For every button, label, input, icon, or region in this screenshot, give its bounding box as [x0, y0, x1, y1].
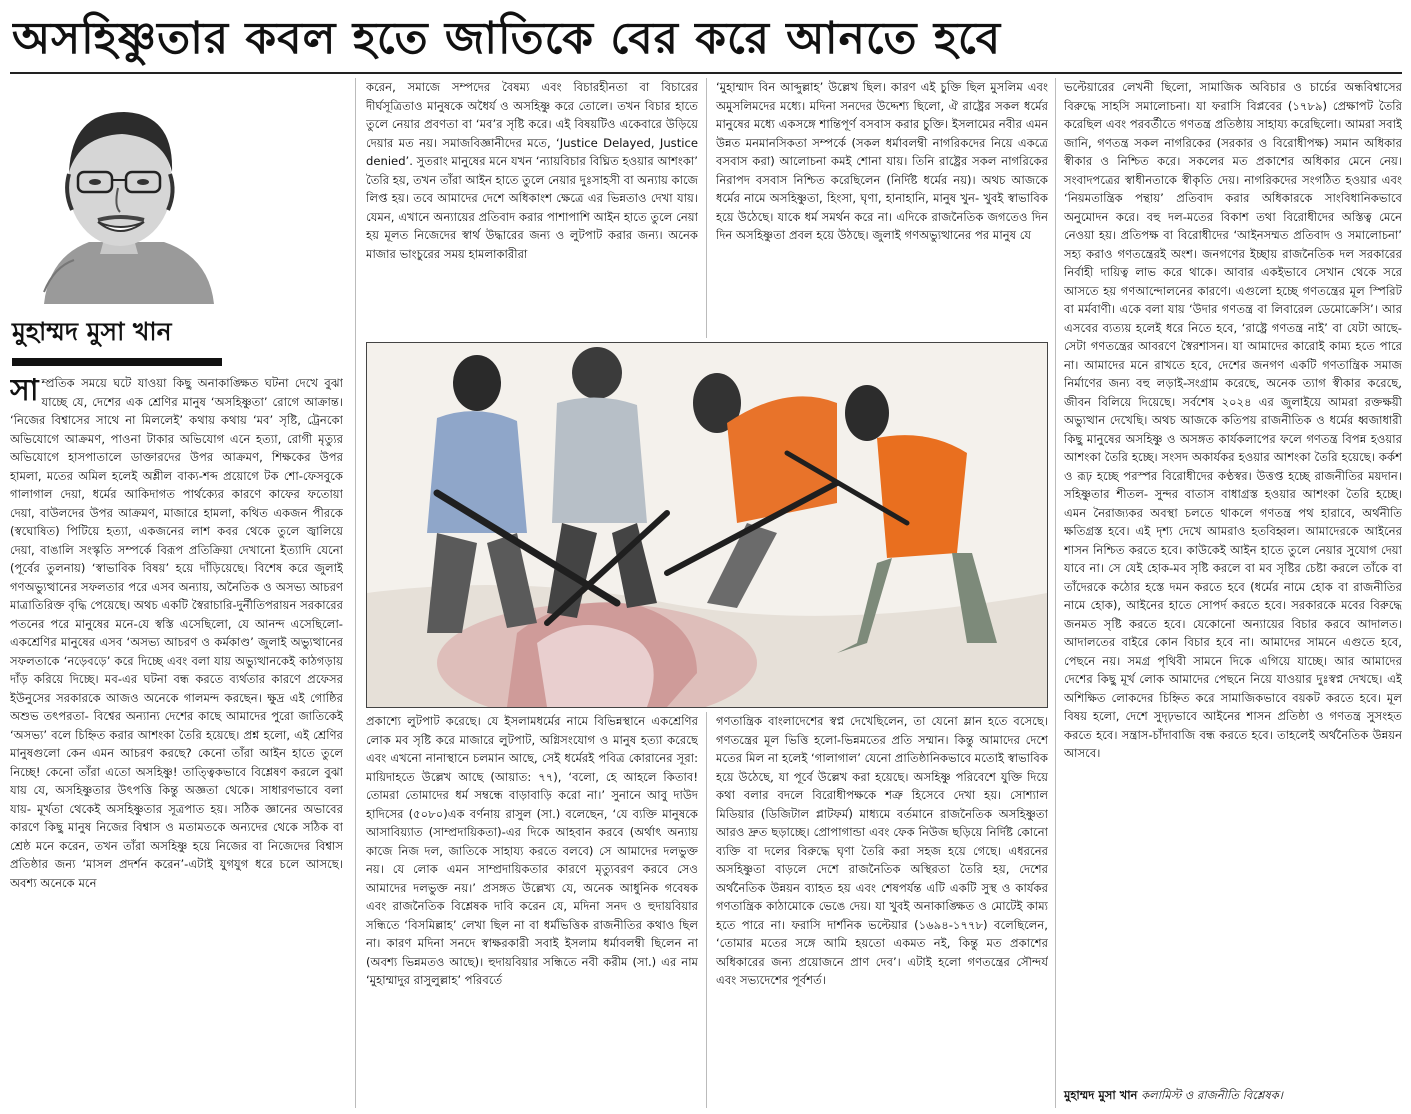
byline-title: কলামিস্ট ও রাজনীতি বিশ্লেষক।	[1141, 1088, 1283, 1102]
author-photo	[14, 82, 224, 304]
byline-name: মুহাম্মদ মুসা খান	[1064, 1088, 1138, 1102]
author-name: মুহাম্মদ মুসা খান	[12, 317, 172, 346]
article-column-3-bottom	[716, 712, 1048, 1108]
column-2-top-text: করেন, সমাজে সম্পদের বৈষম্য এবং বিচারহীনতা বা বিচারের দীর্ঘসূত্রিতাও মানুষকে অধৈর্য ও অসহিষ্ণু করে তোলে। তখন বিচার হাতে তুলে নেয়ার প্রবণতা বা ‘মব’র সৃষ্টি করে। এই বিষয়টিও একেবারে উড়িয়ে দেয়ার মত নয়। সমাজবিজ্ঞানীদের মতে, ‘Justice Delayed, Justice denied’. সুতরাং মানুষের মনে যখন ‘ন্যায়বিচার বিঘ্নিত হওয়ার আশংকা’ তৈরি হয়, তখন তাঁরা আইন হাতে তুলে নেয়ার দুঃসাহসী বা অন্যায় কাজে লিপ্ত হয়। তবে আমাদের দেশে অধিকাংশ ক্ষেত্রে এর ভিন্নতাও দেখা যায়। যেমন, এখানে অন্যায়ের প্রতিবাদ করার পাশাপাশি আইন হাতে তুলে নেয়া হয় মূলত নিজেদের স্বার্থ উদ্ধারের জন্য ও লুটপাট করার জন্য। অনেক মাজার ভাংচুরের সময় হামলাকারীরা	[366, 80, 698, 261]
article-column-1	[10, 374, 343, 1108]
article-column-2-top	[366, 78, 698, 334]
author-rule	[12, 358, 222, 366]
mob-illustration	[366, 342, 1048, 708]
column-divider	[355, 78, 356, 1108]
headline-rule	[10, 72, 1402, 74]
column-divider	[706, 78, 707, 338]
column-divider	[1055, 78, 1056, 1108]
headline: অসহিষ্ণুতার কবল হতে জাতিকে বের করে আনতে হবে	[12, 13, 1002, 64]
author-byline	[1064, 1084, 1402, 1106]
column-4-text: ভল্টেয়ারের লেখনী ছিলো, সামাজিক অবিচার ও চার্চের অন্ধবিশ্বাসের বিরুদ্ধে সাহসি সমালোচনা। যা ফরাসি বিপ্লবের (১৭৮৯) প্রেক্ষাপট তৈরি করেছিল এবং পরবর্তীতে গণতন্ত্র প্রতিষ্ঠায় সাহায্য করেছিলো। আমরা সবাই জানি, গণতন্ত্র সকল নাগরিকের (সরকার ও বিরোধীপক্ষ) সমান অধিকার স্বীকার ও নিশ্চিত করে। সকলের মত প্রকাশের অধিকার মেনে নেয়। সংবাদপত্রের স্বাধীনতাকে স্বীকৃতি দেয়। নাগরিকদের সংগঠিত হওয়ার এবং ‘নিয়মতান্ত্রিক পন্থায়’ প্রতিবাদ করার অধিকারকে সাংবিধানিকভাবে অনুমোদন করে। বহু দল-মতের বিকাশ তথা বিরোধীদের অস্তিত্ব মেনে নেওয়া হয়। প্রতিপক্ষ বা বিরোধীদের ‘আইনসম্মত প্রতিবাদ ও সমালোচনা’ সহ্য করাও গণতন্ত্রেরই অংশ। জনগণের ইচ্ছায় রাজনৈতিক দল সরকারের নির্বাহী দায়িত্ব লাভ করে থাকে। আবার একইভাবে সেখান থেকে সরে আসতে হয় গণআন্দোলনের কারণে। এগুলো হচ্ছে গণতন্ত্রের মূল স্পিরিট বা মর্মবাণী। একে বলা যায় ‘উদার গণতন্ত্র বা লিবারেল ডেমোক্রেসি’। আর এসবের ব্যত্যয় হলেই ধরে নিতে হবে, ‘রাষ্ট্রে গণতন্ত্র নাই’ বা যেটা আছে- সেটা গণতন্ত্রের আবরণে স্বৈরশাসন। যা আমাদের কারোই কাম্য হতে পারে না। আমাদের মনে রাখতে হবে, দেশের জনগণ একটি গণতান্ত্রিক সমাজ নির্মাণের জন্য বহু লড়াই-সংগ্রাম করেছে, অনেক ত্যাগ স্বীকার করেছে, জীবন বিলিয়ে দিয়েছে। সর্বশেষ ২০২৪ এর জুলাইয়ে আমরা রক্তক্ষয়ী অভ্যুত্থান দেখেছি। অথচ আজকে কতিপয় রাজনীতিক ও ধর্মের ধ্বজাধারী কিছু মানুষের অসহিষ্ণু ও অসঙ্গত কার্যকলাপের ফলে গণতন্ত্র বিপন্ন হওয়ার আশংকা তৈরি হচ্ছে। সংসদ অকার্যকর হওয়ার আশংকা তৈরি হয়েছে। কর্কশ ও রূঢ় হচ্ছে পরস্পর বিরোধীদের কণ্ঠস্বর। উত্তপ্ত হচ্ছে রাজনীতির ময়দান। সহিষ্ণুতার শীতল- সুন্দর বাতাস বাধাগ্রস্ত হওয়ার আশংকা তৈরি হচ্ছে। এমন নৈরাজ্যকর অবস্থা চলতে থাকলে গণতন্ত্র পথ হারাবে, অর্থনীতি ক্ষতিগ্রস্ত হবে। এই দৃশ্য দেখে আমরাও হতবিহ্বল। আমাদেরকে আইনের শাসন নিশ্চিত করতে হবে। কাউকেই আইন হাতে তুলে নেয়ার সুযোগ দেয়া যাবে না। সে যেই হোক-মব সৃষ্টি করলে বা মব সৃষ্টির চেষ্টা করলে তাঁকে বা তাঁদেরকে কঠোর হস্তে দমন করতে হবে (ধর্মের নামে হোক বা রাজনীতির নামে হোক), আইনের হাতে সোপর্দ করতে হবে। সরকারকে মবের বিরুদ্ধে জনমত সৃষ্টি করতে হবে। যেকোনো অন্যায়ের বিচার করবে আদালত। আদালতের বাইরে কোন বিচার হবে না। আমাদের সামনে এগুতে হবে, পেছনে নয়। সমগ্র পৃথিবী সামনে দিকে এগিয়ে যাচ্ছে। আর আমাদের দেশের কিছু মূর্খ লোক আমাদের পেছনে নিয়ে যাওয়ার দুঃস্বপ্ন দেখছে। এই অশিক্ষিত লোকদের চিহ্নিত করে সামাজিকভাবে বয়কট করতে হবে। মূল বিষয় হলো, দেশে সুদৃঢ়ভাবে আইনের শাসন প্রতিষ্ঠা ও গণতন্ত্র সুসংহত করতে হবে। সন্ত্রাস-চাঁদাবাজি বন্ধ করতে হবে। তাহলেই অর্থনৈতিক উন্নয়ন আসবে।	[1064, 80, 1402, 760]
column-2-bottom-text: প্রকাশ্যে লুটপাট করেছে। যে ইসলামধর্মের নামে বিভিন্নস্থানে একশ্রেণির লোক মব সৃষ্টি করে মাজারে লুটপাট, অগ্নিসংযোগ ও মানুষ হত্যা করেছে এবং এখনো নানাস্থানে চলমান আছে, সেই ধর্মেরই পবিত্র কোরানের সূরা: মায়িদাহতে উল্লেখ আছে (আয়াত: ৭৭), ‘বলো, হে আহলে কিতাব! তোমরা তোমাদের ধর্ম সম্বন্ধে বাড়াবাড়ি করো না।’ সুনানে আবু দাউদ হাদিসের (৫০৮০)এক বর্ণনায় রাসুল (সা.) বলেছেন, ‘যে ব্যক্তি মানুষকে আসাবিয়্যাত (সাম্প্রদায়িকতা)-এর দিকে আহবান করবে (অর্থাৎ অন্যায় কাজে নিজ দল, জাতিকে সাহায্য করতে বলবে) সে আমাদের দলভুক্ত নয়। যে লোক এমন সাম্প্রদায়িকতার কারণে মৃত্যুবরণ করবে সেও আমাদের দলভুক্ত নয়।’ প্রসঙ্গত উল্লেখ্য যে, অনেক আধুনিক গবেষক এবং রাজনৈতিক বিশ্লেষক দাবি করেন যে, মদিনা সনদ ও হুদায়বিয়ার সন্ধিতে ‘বিসমিল্লাহ’ লেখা ছিল না বা ধর্মভিত্তিক রাজনীতির কথাও ছিল না। কারণ মদিনা সনদে স্বাক্ষরকারী সবাই ইসলাম ধর্মাবলম্বী ছিলেন না (অবশ্য ভিন্নমতও আছে)। হুদায়বিয়ার সন্ধিতে নবী করীম (সা.) এর নাম ‘মুহাম্মাদুর রাসুলুল্লাহ’ পরিবর্তে	[366, 714, 698, 987]
article-column-2-bottom	[366, 712, 698, 1108]
drop-cap: সা	[10, 374, 39, 408]
column-1-text: ম্প্রতিক সময়ে ঘটে যাওয়া কিছু অনাকাঙ্ক্ষিত ঘটনা দেখে বুঝা যাচ্ছে যে, দেশের এক শ্রেণির মানুষ ‘অসহিষ্ণুতা’ রোগে আক্রান্ত। ‘নিজের বিশ্বাসের সাথে না মিললেই’ কথায় কথায় ‘মব’ সৃষ্টি, ট্রেনকো অভিযোগে আক্রমণ, পাওনা টাকার অভিযোগ এনে হত্যা, রোগী মৃত্যুর অভিযোগে হাসপাতালে ডাক্তারদের উপর আক্রমণ, শিক্ষকের উপর হামলা, মতের অমিল হলেই অশ্লীল বাক্য-শব্দ প্রয়োগে টক শো-ফেসবুকে গালাগাল দেয়া, ধর্মের আকিদাগত পার্থক্যের কারণে কাফের ফতোয়া দেয়া, বাউলদের উপর আক্রমণ, মাজারে হামলা, কথিত একজন পীরকে (স্বঘোষিত) পিটিয়ে হত্যা, একজনের লাশ কবর থেকে তুলে জ্বালিয়ে দেয়া, বাঙালি সংস্কৃতি সম্পর্কে বিরূপ প্রতিক্রিয়া দেখানো ইত্যাদি যেনো (পূর্বের তুলনায়) ‘স্বাভাবিক বিষয়’ হয়ে দাঁড়িয়েছে। বিশেষ করে জুলাই গণঅভ্যুত্থানের সফলতার পরে এসব অন্যায়, অনৈতিক ও অসভ্য আচরণ মাত্রাতিরিক্ত বৃদ্ধি পেয়েছে। অথচ একটি স্বৈরাচারি-দুর্নীতিপরায়ন সরকারের পতনের পরে মানুষের মনে-যে স্বস্তি এসেছিলো, যে আনন্দ এসেছিলো- একশ্রেণির মানুষের এসব ‘অসভ্য আচরণ ও কর্মকাণ্ড’ জুলাই অভ্যুত্থানের সফলতাকে ‘নড়েবড়ে’ করে দিচ্ছে এবং বলা যায় অভ্যুত্থানকেই কাঠগড়ায় দাঁড় করিয়ে দিচ্ছে। মব-এর ঘটনা বন্ধ করতে ব্যর্থতার কারণে প্রফেসর ইউনুসের সরকারকে আজও অনেকে গালমন্দ করছেন। ক্ষুদ্র এই গোষ্ঠির অশুভ তৎপরতা- বিশ্বের অন্যান্য দেশের কাছে আমাদের পুরো জাতিকেই ‘অসভ্য’ বলে চিহ্নিত করার আশংকা তৈরি হয়েছে। প্রশ্ন হলো, এই শ্রেণির মানুষগুলো কেন এমন আচরণ করছে? কেনো তাঁরা আইন হাতে তুলে নিচ্ছে! কেনো তাঁরা এতো অসহিষ্ণু! তাত্ত্বিকভাবে বিশ্লেষণ করলে বুঝা যায় যে, অসহিষ্ণুতার উৎপত্তি কিন্তু অজ্ঞতা থেকে। সাধারণভাবে বলা যায়- মূর্খতা থেকেই অসহিষ্ণুতার সূত্রপাত হয়। সঠিক জ্ঞানের অভাবের কারণে কিছু মানুষ নিজের বিশ্বাস ও মতামতকে অন্যদের থেকে সঠিক বা শ্রেষ্ঠ মনে করেন, তখন তাঁরা অসহিষ্ণু হয়ে নিজের বা নিজেদের বিশ্বাস প্রতিষ্ঠার জন্য ‘মাসল প্রদর্শন করেন’-এটাই যুগযুগ ধরে চলে আসছে। অবশ্য অনেকে মনে	[10, 376, 343, 890]
column-3-bottom-text: গণতান্ত্রিক বাংলাদেশের স্বপ্ন দেখেছিলেন, তা যেনো ম্লান হতে বসেছে। গণতন্ত্রের মূল ভিত্তি হলো-ভিন্নমতের প্রতি সম্মান। কিন্তু আমাদের দেশে মতের মিল না হলেই ‘গালাগাল’ যেনো প্রাতিষ্ঠানিকভাবে মতোই স্বাভাবিক হয়ে উঠেছে, যা পূর্বে উল্লেখ করা হয়েছে। অসহিষ্ণু পরিবেশে যুক্তি দিয়ে কথা বলার বদলে বিরোধীপক্ষকে শত্রু হিসেবে দেখা হয়। সোশ্যাল মিডিয়ার (ডিজিটাল প্লাটফর্ম) মাধ্যমে বর্তমানে রাজনৈতিক অসহিষ্ণুতা আরও দ্রুত ছড়াচ্ছে। প্রোপাগান্ডা এবং ফেক নিউজ ছড়িয়ে নির্দিষ্ট কোনো ব্যক্তি বা দলের বিরুদ্ধে ঘৃণা তৈরি করা সহজ হয়ে গেছে। এধরনের অসহিষ্ণুতা বাড়লে দেশে রাজনৈতিক অস্থিরতা তৈরি হয়, দেশের অর্থনৈতিক উন্নয়ন ব্যাহত হয় এবং শেষপর্যন্ত এটি একটি সুস্থ ও কার্যকর গণতান্ত্রিক কাঠামোকে ভেঙে দেয়। যা খুবই অনাকাঙ্ক্ষিত ও মোটেই কাম্য হতে পারে না। ফরাসি দার্শনিক ভল্টেয়ার (১৬৯৪-১৭৭৮) বলেছিলেন, ‘তোমার মতের সঙ্গে আমি হয়তো একমত নই, কিন্তু মত প্রকাশের অধিকারের জন্য প্রয়োজনে প্রাণ দেব’। এটাই হলো গণতন্ত্রের সৌন্দর্য এবং সভ্যদেশের পূর্বশর্ত।	[716, 714, 1048, 987]
column-3-top-text: ‘মুহাম্মাদ বিন আব্দুল্লাহ’ উল্লেখ ছিল। কারণ এই চুক্তি ছিল মুসলিম এবং অমুসলিমদের মধ্যে। মদিনা সনদের উদ্দেশ্য ছিলো, ঐ রাষ্ট্রের সকল ধর্মের মানুষের মধ্যে একসঙ্গে শান্তিপূর্ণ বসবাস করার চুক্তি। ইসলামের নবীর এমন উন্নত মনমানসিকতা সম্পর্কে (সকল ধর্মাবলম্বী নাগরিকদের নিয়ে একত্রে বসবাস করা) আলোচনা কমই শোনা যায়। তিনি রাষ্ট্রের সকল নাগরিকের নিরাপদ বসবাস নিশ্চিত করেছিলেন (নির্দিষ্ট ধর্মের নয়)। অথচ আজকে ধর্মের নামে অসহিষ্ণুতা, হিংসা, ঘৃণা, হানাহানি, মানুষ খুন- খুবই স্বাভাবিক হয়ে উঠেছে। যাকে ধর্ম সমর্থন করে না। এদিকে রাজনৈতিক জগতেও দিন দিন অসহিষ্ণুতা প্রবল হয়ে উঠছে। জুলাই গণঅভ্যুত্থানের পর মানুষ যে	[716, 80, 1048, 242]
article-column-4	[1064, 78, 1402, 1078]
article-column-3-top	[716, 78, 1048, 334]
column-divider	[706, 712, 707, 1108]
